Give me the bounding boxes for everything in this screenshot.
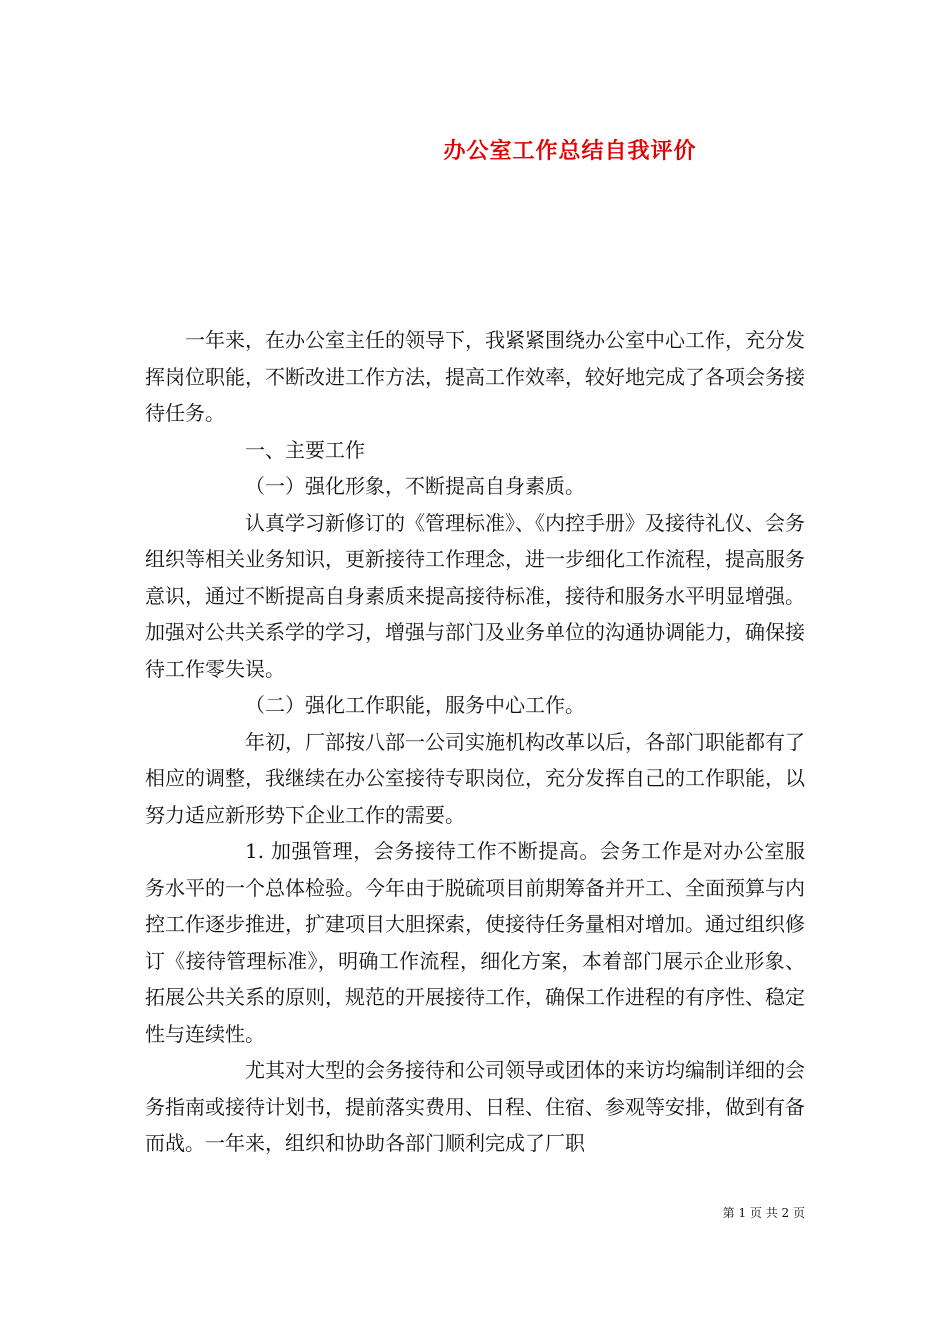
page-footer	[0, 1204, 950, 1221]
paragraph-management: 1. 加强管理，会务接待工作不断提高。会务工作是对办公室服务水平的一个总体检验。今年由于脱硫项目前期筹备并开工、全面预算与内控工作逐步推进，扩建项目大胆探索，使接待任务量相对增加。通过组织修订《接待管理标准》，明确工作流程，细化方案，本着部门展示企业形象、拓展公共关系的原则，规范的开展接待工作，确保工作进程的有序性、稳定性与连续性。	[145, 839, 805, 1046]
paragraph-large-events: 尤其对大型的会务接待和公司领导或团体的来访均编制详细的会务指南或接待计划书，提前落实费用、日程、住宿、参观等安排，做到有备而战。一年来，组织和协助各部门顺利完成了厂职	[145, 1058, 805, 1155]
document-title	[0, 134, 950, 165]
document-title-text: 办公室工作总结自我评价	[443, 138, 697, 164]
paragraph-study: 认真学习新修订的《管理标准》、《内控手册》及接待礼仪、会务组织等相关业务知识，更新接待工作理念，进一步细化工作流程，提高服务意识，通过不断提高自身素质来提高接待标准，接待和服务水平明显增强。加强对公共关系学的学习，增强与部门及业务单位的沟通协调能力，确保接待工作零失误。	[145, 510, 805, 681]
paragraph-reform: 年初，厂部按八部一公司实施机构改革以后，各部门职能都有了相应的调整，我继续在办公室接待专职岗位，充分发挥自己的工作职能，以努力适应新形势下企业工作的需要。	[145, 729, 805, 827]
paragraph-intro: 一年来，在办公室主任的领导下，我紧紧围绕办公室中心工作，充分发挥岗位职能，不断改进工作方法，提高工作效率，较好地完成了各项会务接待任务。	[145, 328, 805, 425]
subheading-image: （一）强化形象，不断提高自身素质。	[245, 474, 585, 498]
heading-main-work: 一、主要工作	[245, 437, 365, 462]
subheading-function: （二）强化工作职能，服务中心工作。	[245, 693, 585, 717]
document-body	[145, 322, 805, 1162]
page-number: 第 1 页 共 2 页	[722, 1206, 805, 1220]
